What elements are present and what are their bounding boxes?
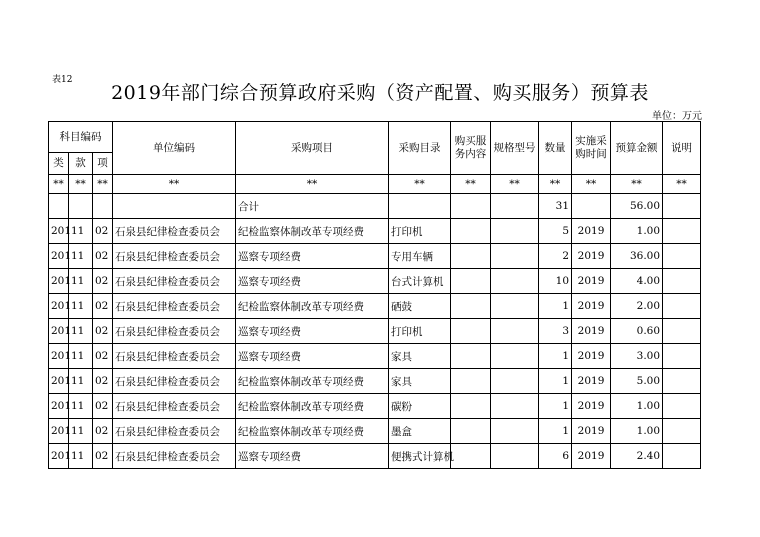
empty-cell	[113, 194, 236, 219]
cell-time: 2019	[572, 344, 611, 369]
cell-spec	[491, 419, 539, 444]
stars-cell: **	[49, 175, 69, 194]
stars-cell: **	[611, 175, 663, 194]
empty-cell	[93, 194, 113, 219]
cell-xiang: 02	[93, 344, 113, 369]
cell-service	[451, 444, 491, 469]
header-xiang: 项	[93, 153, 113, 175]
cell-xiang: 02	[93, 394, 113, 419]
cell-note	[663, 419, 701, 444]
total-qty: 31	[539, 194, 572, 219]
stars-cell: **	[539, 175, 572, 194]
total-label: 合计	[236, 194, 389, 219]
cell-time: 2019	[572, 394, 611, 419]
cell-unit: 石泉县纪律检查委员会	[113, 219, 236, 244]
cell-amount: 5.00	[611, 369, 663, 394]
cell-lei: 201	[49, 369, 69, 394]
cell-xiang: 02	[93, 319, 113, 344]
cell-catalog: 家具	[389, 344, 451, 369]
cell-amount: 2.40	[611, 444, 663, 469]
cell-service	[451, 394, 491, 419]
stars-row	[49, 175, 701, 194]
cell-xiang: 02	[93, 269, 113, 294]
cell-spec	[491, 244, 539, 269]
cell-lei: 201	[49, 444, 69, 469]
cell-service	[451, 269, 491, 294]
cell-service	[451, 344, 491, 369]
cell-lei: 201	[49, 394, 69, 419]
cell-catalog: 墨盒	[389, 419, 451, 444]
cell-unit: 石泉县纪律检查委员会	[113, 419, 236, 444]
header-catalog: 采购目录	[389, 122, 451, 175]
table-row	[49, 369, 701, 394]
cell-spec	[491, 369, 539, 394]
cell-spec	[491, 344, 539, 369]
cell-service	[451, 294, 491, 319]
table-row	[49, 394, 701, 419]
stars-cell: **	[572, 175, 611, 194]
cell-unit: 石泉县纪律检查委员会	[113, 269, 236, 294]
cell-xiang: 02	[93, 444, 113, 469]
cell-project: 纪检监察体制改革专项经费	[236, 394, 389, 419]
cell-xiang: 02	[93, 219, 113, 244]
cell-service	[451, 369, 491, 394]
cell-amount: 0.60	[611, 319, 663, 344]
cell-note	[663, 219, 701, 244]
cell-project: 纪检监察体制改革专项经费	[236, 294, 389, 319]
cell-note	[663, 319, 701, 344]
cell-note	[663, 294, 701, 319]
cell-lei: 201	[49, 294, 69, 319]
cell-project: 纪检监察体制改革专项经费	[236, 219, 389, 244]
stars-cell: **	[93, 175, 113, 194]
table-row	[49, 294, 701, 319]
cell-unit: 石泉县纪律检查委员会	[113, 244, 236, 269]
cell-kuan: 11	[69, 344, 93, 369]
header-project: 采购项目	[236, 122, 389, 175]
table-row	[49, 219, 701, 244]
cell-qty: 1	[539, 419, 572, 444]
cell-time: 2019	[572, 269, 611, 294]
cell-kuan: 11	[69, 269, 93, 294]
cell-kuan: 11	[69, 219, 93, 244]
cell-spec	[491, 269, 539, 294]
header-amount: 预算金额	[611, 122, 663, 175]
cell-kuan: 11	[69, 244, 93, 269]
table-row	[49, 344, 701, 369]
cell-kuan: 11	[69, 294, 93, 319]
cell-qty: 3	[539, 319, 572, 344]
cell-amount: 2.00	[611, 294, 663, 319]
cell-catalog: 专用车辆	[389, 244, 451, 269]
cell-note	[663, 269, 701, 294]
cell-time: 2019	[572, 319, 611, 344]
cell-spec	[491, 444, 539, 469]
cell-lei: 201	[49, 319, 69, 344]
cell-xiang: 02	[93, 369, 113, 394]
header-time: 实施采购时间	[572, 122, 611, 175]
header-service: 购买服务内容	[451, 122, 491, 175]
table-row	[49, 319, 701, 344]
cell-qty: 5	[539, 219, 572, 244]
cell-project: 巡察专项经费	[236, 244, 389, 269]
cell-service	[451, 419, 491, 444]
table-row	[49, 244, 701, 269]
cell-time: 2019	[572, 244, 611, 269]
empty-cell	[69, 194, 93, 219]
cell-amount: 1.00	[611, 219, 663, 244]
cell-catalog: 碳粉	[389, 394, 451, 419]
empty-cell	[49, 194, 69, 219]
cell-project: 巡察专项经费	[236, 269, 389, 294]
cell-kuan: 11	[69, 419, 93, 444]
unit-label: 单位：万元	[652, 111, 702, 122]
cell-spec	[491, 394, 539, 419]
cell-xiang: 02	[93, 419, 113, 444]
cell-xiang: 02	[93, 294, 113, 319]
cell-xiang: 02	[93, 244, 113, 269]
cell-spec	[491, 219, 539, 244]
cell-unit: 石泉县纪律检查委员会	[113, 344, 236, 369]
cell-qty: 1	[539, 394, 572, 419]
cell-service	[451, 244, 491, 269]
cell-time: 2019	[572, 444, 611, 469]
cell-note	[663, 344, 701, 369]
cell-amount: 3.00	[611, 344, 663, 369]
cell-unit: 石泉县纪律检查委员会	[113, 369, 236, 394]
cell-unit: 石泉县纪律检查委员会	[113, 319, 236, 344]
table-row	[49, 419, 701, 444]
table-row	[49, 444, 701, 469]
cell-qty: 6	[539, 444, 572, 469]
table-row	[49, 269, 701, 294]
cell-catalog: 家具	[389, 369, 451, 394]
cell-qty: 1	[539, 369, 572, 394]
cell-unit: 石泉县纪律检查委员会	[113, 394, 236, 419]
cell-catalog: 硒鼓	[389, 294, 451, 319]
cell-project: 纪检监察体制改革专项经费	[236, 369, 389, 394]
cell-unit: 石泉县纪律检查委员会	[113, 444, 236, 469]
stars-cell: **	[236, 175, 389, 194]
cell-amount: 1.00	[611, 419, 663, 444]
header-lei: 类	[49, 153, 69, 175]
header-subject-code: 科目编码	[49, 122, 113, 153]
stars-cell: **	[113, 175, 236, 194]
empty-cell	[491, 194, 539, 219]
cell-spec	[491, 319, 539, 344]
cell-project: 纪检监察体制改革专项经费	[236, 419, 389, 444]
cell-amount: 1.00	[611, 394, 663, 419]
stars-cell: **	[69, 175, 93, 194]
cell-kuan: 11	[69, 444, 93, 469]
cell-service	[451, 219, 491, 244]
cell-kuan: 11	[69, 369, 93, 394]
stars-cell: **	[663, 175, 701, 194]
cell-lei: 201	[49, 344, 69, 369]
cell-project: 巡察专项经费	[236, 444, 389, 469]
empty-cell	[389, 194, 451, 219]
cell-catalog: 打印机	[389, 219, 451, 244]
header-kuan: 款	[69, 153, 93, 175]
cell-kuan: 11	[69, 394, 93, 419]
cell-project: 巡察专项经费	[236, 319, 389, 344]
header-qty: 数量	[539, 122, 572, 175]
cell-note	[663, 444, 701, 469]
cell-catalog: 打印机	[389, 319, 451, 344]
stars-cell: **	[389, 175, 451, 194]
cell-lei: 201	[49, 419, 69, 444]
empty-cell	[451, 194, 491, 219]
budget-table	[48, 121, 701, 469]
cell-service	[451, 319, 491, 344]
cell-lei: 201	[49, 219, 69, 244]
cell-amount: 36.00	[611, 244, 663, 269]
cell-qty: 10	[539, 269, 572, 294]
cell-amount: 4.00	[611, 269, 663, 294]
header-spec: 规格型号	[491, 122, 539, 175]
cell-note	[663, 394, 701, 419]
cell-time: 2019	[572, 419, 611, 444]
stars-cell: **	[451, 175, 491, 194]
stars-cell: **	[491, 175, 539, 194]
cell-qty: 2	[539, 244, 572, 269]
empty-cell	[663, 194, 701, 219]
table-number: 表12	[52, 75, 73, 85]
cell-time: 2019	[572, 294, 611, 319]
empty-cell	[572, 194, 611, 219]
cell-unit: 石泉县纪律检查委员会	[113, 294, 236, 319]
header-row	[49, 122, 701, 153]
header-unit-code: 单位编码	[113, 122, 236, 175]
cell-catalog: 便携式计算机	[389, 444, 451, 469]
cell-qty: 1	[539, 344, 572, 369]
cell-qty: 1	[539, 294, 572, 319]
cell-lei: 201	[49, 244, 69, 269]
cell-project: 巡察专项经费	[236, 344, 389, 369]
cell-note	[663, 244, 701, 269]
total-row	[49, 194, 701, 219]
cell-note	[663, 369, 701, 394]
cell-time: 2019	[572, 219, 611, 244]
cell-time: 2019	[572, 369, 611, 394]
page-title: 2019年部门综合预算政府采购（资产配置、购买服务）预算表	[111, 82, 649, 104]
total-amount: 56.00	[611, 194, 663, 219]
cell-lei: 201	[49, 269, 69, 294]
cell-kuan: 11	[69, 319, 93, 344]
cell-catalog: 台式计算机	[389, 269, 451, 294]
header-note: 说明	[663, 122, 701, 175]
cell-spec	[491, 294, 539, 319]
